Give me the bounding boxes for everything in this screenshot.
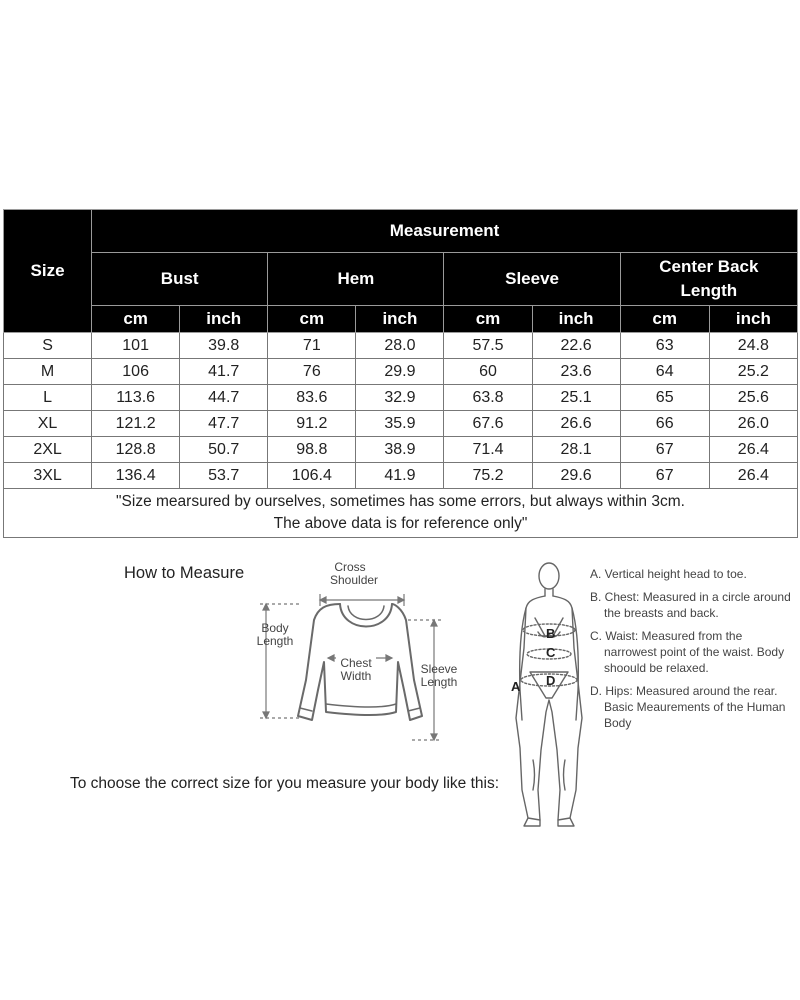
value-cell: 25.6	[709, 385, 797, 411]
value-cell: 53.7	[180, 463, 268, 489]
value-cell: 26.4	[709, 463, 797, 489]
value-cell: 98.8	[268, 437, 356, 463]
value-cell: 39.8	[180, 333, 268, 359]
value-cell: 41.7	[180, 359, 268, 385]
value-cell: 128.8	[92, 437, 180, 463]
value-cell: 121.2	[92, 411, 180, 437]
sleeve-length-label-line2: Length	[420, 675, 458, 689]
value-cell: 25.2	[709, 359, 797, 385]
unit-header: cm	[444, 306, 532, 333]
value-cell: 67	[620, 437, 709, 463]
group-header-center-back-length: Center Back Length	[620, 253, 797, 306]
value-cell: 65	[620, 385, 709, 411]
table-note-line2: The above data is for reference only"	[273, 515, 528, 532]
size-cell: XL	[4, 411, 92, 437]
body-marker-c: C	[546, 645, 556, 660]
note-d: D. Hips: Measured around the rear. Basic Meaurements of the Human Body	[590, 684, 786, 730]
body-marker-d: D	[546, 673, 556, 688]
value-cell: 47.7	[180, 411, 268, 437]
value-cell: 24.8	[709, 333, 797, 359]
value-cell: 57.5	[444, 333, 532, 359]
unit-header: inch	[532, 306, 620, 333]
note-b: B. Chest: Measured in a circle around the breasts and back.	[590, 590, 791, 620]
value-cell: 63.8	[444, 385, 532, 411]
value-cell: 23.6	[532, 359, 620, 385]
body-length-label-line1: Body	[261, 621, 289, 635]
measurement-notes	[590, 566, 795, 738]
body-marker-b: B	[546, 626, 556, 641]
value-cell: 29.6	[532, 463, 620, 489]
cross-shoulder-label-line2: Shoulder	[330, 573, 379, 587]
value-cell: 22.6	[532, 333, 620, 359]
value-cell: 29.9	[356, 359, 444, 385]
note-a: A. Vertical height head to toe.	[590, 567, 747, 581]
value-cell: 35.9	[356, 411, 444, 437]
sleeve-length-label-line1: Sleeve	[420, 662, 458, 676]
value-cell: 26.6	[532, 411, 620, 437]
size-cell: 2XL	[4, 437, 92, 463]
value-cell: 67	[620, 463, 709, 489]
table-note-line1: "Size mearsured by ourselves, sometimes has some errors, but always within 3cm.	[116, 493, 685, 510]
size-cell: L	[4, 385, 92, 411]
choose-size-instruction: To choose the correct size for you measure your body like this:	[70, 775, 500, 792]
value-cell: 83.6	[268, 385, 356, 411]
value-cell: 106.4	[268, 463, 356, 489]
value-cell: 26.4	[709, 437, 797, 463]
unit-header: inch	[356, 306, 444, 333]
unit-header: cm	[268, 306, 356, 333]
value-cell: 67.6	[444, 411, 532, 437]
value-cell: 60	[444, 359, 532, 385]
value-cell: 136.4	[92, 463, 180, 489]
size-cell: 3XL	[4, 463, 92, 489]
value-cell: 71	[268, 333, 356, 359]
note-c: C. Waist: Measured from the narrowest point of the waist. Body shoould be relaxed.	[590, 629, 785, 675]
value-cell: 50.7	[180, 437, 268, 463]
chest-width-label-line2: Width	[340, 669, 372, 683]
value-cell: 64	[620, 359, 709, 385]
value-cell: 66	[620, 411, 709, 437]
value-cell: 106	[92, 359, 180, 385]
unit-header: cm	[620, 306, 709, 333]
value-cell: 101	[92, 333, 180, 359]
unit-header: inch	[709, 306, 797, 333]
size-cell: S	[4, 333, 92, 359]
value-cell: 28.1	[532, 437, 620, 463]
cross-shoulder-label-line1: Cross	[334, 560, 366, 574]
value-cell: 26.0	[709, 411, 797, 437]
value-cell: 75.2	[444, 463, 532, 489]
chest-width-label-line1: Chest	[340, 656, 372, 670]
group-header-sleeve: Sleeve	[444, 253, 620, 306]
value-cell: 38.9	[356, 437, 444, 463]
value-cell: 41.9	[356, 463, 444, 489]
unit-header: cm	[92, 306, 180, 333]
value-cell: 113.6	[92, 385, 180, 411]
group-header-bust: Bust	[92, 253, 268, 306]
value-cell: 25.1	[532, 385, 620, 411]
group-header-hem: Hem	[268, 253, 444, 306]
value-cell: 28.0	[356, 333, 444, 359]
body-marker-a: A	[511, 679, 521, 694]
size-cell: M	[4, 359, 92, 385]
measurement-header: Measurement	[92, 210, 798, 253]
value-cell: 91.2	[268, 411, 356, 437]
value-cell: 32.9	[356, 385, 444, 411]
value-cell: 63	[620, 333, 709, 359]
value-cell: 76	[268, 359, 356, 385]
size-header: Size	[4, 210, 92, 333]
value-cell: 71.4	[444, 437, 532, 463]
body-length-label-line2: Length	[256, 634, 294, 648]
value-cell: 44.7	[180, 385, 268, 411]
how-to-measure-title: How to Measure	[124, 564, 245, 582]
unit-header: inch	[180, 306, 268, 333]
